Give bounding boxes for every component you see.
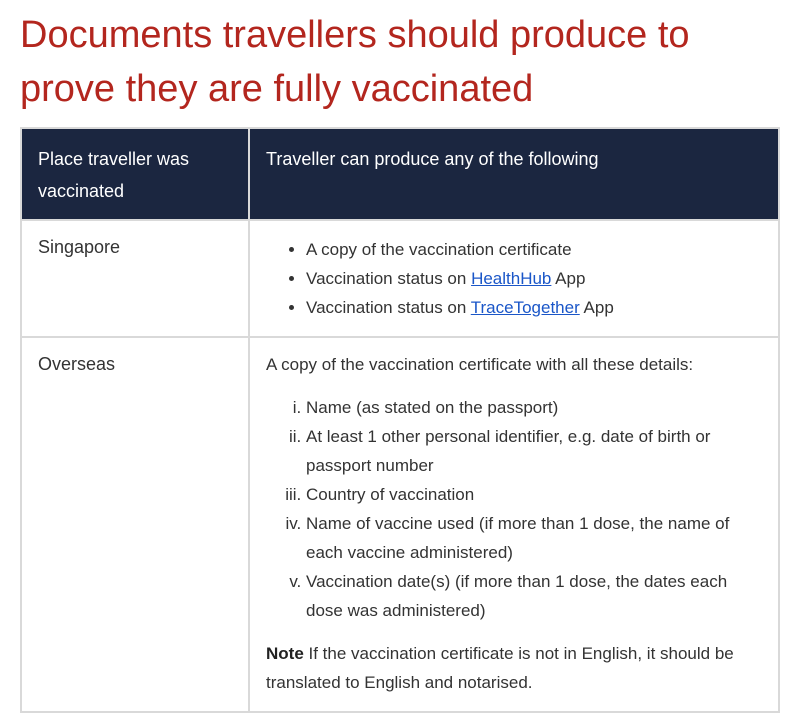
page-title: Documents travellers should produce to prove they are fully vaccinated (20, 14, 690, 110)
table-header-row (21, 128, 779, 220)
column-header-documents: Traveller can produce any of the following (249, 128, 779, 220)
list-item: ii. At least 1 other personal identifier, e.g. date of birth or passport number (306, 422, 762, 480)
documents-cell-overseas (249, 337, 779, 712)
list-item-suffix: App (551, 269, 586, 288)
list-item (306, 264, 762, 293)
note-text: If the vaccination certificate is not in English, it should be translated to English and notarised. (266, 644, 734, 692)
place-cell-singapore: Singapore (21, 220, 249, 337)
overseas-intro-text: A copy of the vaccination certificate with all these details: (266, 355, 694, 374)
list-item-text: A copy of the vaccination certificate (306, 240, 572, 259)
list-item: i. Name (as stated on the passport) (306, 393, 762, 422)
note-label: Note (266, 644, 304, 663)
tracetogether-link[interactable]: TraceTogether (470, 298, 580, 317)
table-row-singapore (21, 220, 779, 337)
singapore-document-list (266, 235, 762, 322)
documents-cell-singapore (249, 220, 779, 337)
list-item-suffix: App (579, 298, 614, 317)
list-item-prefix: Vaccination status on (306, 298, 471, 317)
list-item: v. Vaccination date(s) (if more than 1 dose, the dates each dose was administered) (306, 567, 762, 625)
translation-note (266, 639, 762, 697)
list-item-prefix: Vaccination status on (306, 269, 472, 288)
list-item: iv. Name of vaccine used (if more than 1 dose, the name of each vaccine administered) (306, 509, 762, 567)
vaccination-documents-table (20, 127, 780, 713)
list-item (306, 293, 762, 322)
list-item: iii. Country of vaccination (306, 480, 762, 509)
column-header-place: Place traveller was vaccinated (21, 128, 249, 220)
table-row-overseas (21, 337, 779, 712)
required-details-list (266, 393, 762, 625)
healthhub-link[interactable]: HealthHub (471, 269, 552, 288)
place-cell-overseas: Overseas (21, 337, 249, 712)
list-item (306, 235, 762, 264)
